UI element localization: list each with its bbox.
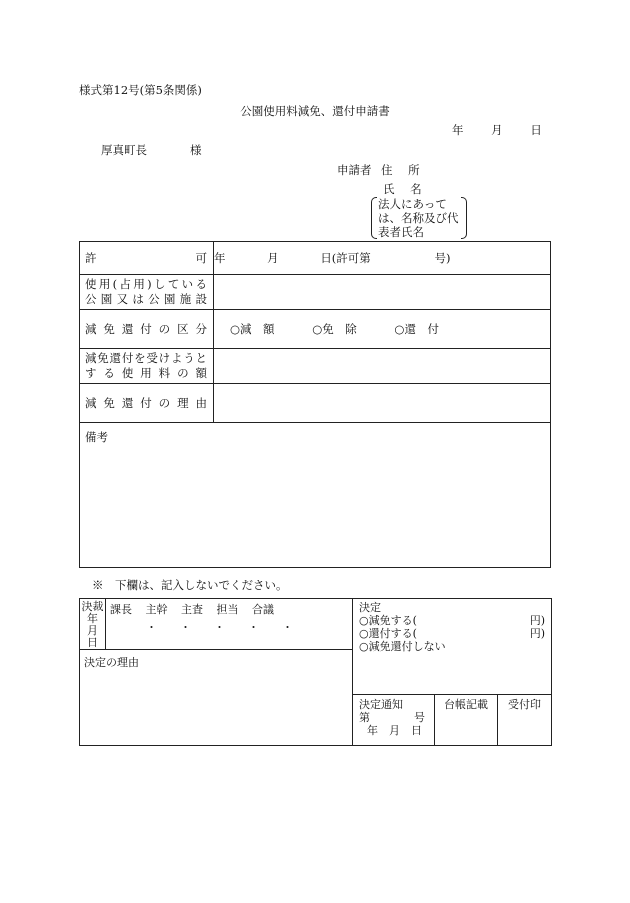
dot: ・ [214,621,225,634]
decision-item-none[interactable]: ○減免還付しない [359,640,446,653]
dot: ・ [282,621,293,634]
permit-label: 許 可 [85,251,207,265]
bracket-left [371,197,377,239]
decision-reason-label: 決定の理由 [84,656,139,669]
addressee [101,142,202,158]
date-year: 年 [452,123,464,137]
facility-row [80,275,551,310]
reason-value-cell[interactable] [214,384,551,423]
category-row [80,310,551,349]
approver-dots [110,619,348,635]
approver-staff: 担当 [216,603,239,616]
permit-year: 年 [214,251,226,265]
permit-month: 月 [267,251,279,265]
approval-row [80,599,552,650]
office-use-notice: ※ 下欄は、記入しないでください。 [92,578,288,592]
reason-row [80,384,551,423]
remarks-label: 備考 [85,430,108,444]
decision-date-cell [80,599,106,650]
corporation-note [372,197,464,239]
decision-cell [353,599,552,695]
decision-date-month: 月 [87,624,98,637]
facility-value-cell[interactable] [214,275,551,310]
option-refund[interactable]: ○還 付 [394,322,439,336]
decision-item-refund[interactable]: ○還付する( 円) [359,627,545,640]
approver-consultation: 合議 [252,603,274,616]
notification-date: 年 月 日 [367,724,422,737]
remarks-cell[interactable] [80,423,551,568]
address-label: 住 所 [381,163,426,177]
amount-label-cell [80,349,214,384]
category-options-cell [214,310,551,349]
decision-reason-cell[interactable] [80,650,353,746]
application-table [79,241,551,568]
amount-value-cell[interactable] [214,349,551,384]
option-exemption[interactable]: ○免 除 [312,322,357,336]
form-id: 様式第12号(第5条関係) [79,83,202,97]
decision-item-reduce[interactable]: ○減免する( 円) [359,614,545,627]
office-use-table [79,598,552,746]
amount-label-2: する使用料の額 [85,366,207,380]
decision-date-label: 決裁 [81,600,104,613]
dot: ・ [180,621,191,634]
name-label: 氏 名 [383,182,428,196]
bracket-right [461,197,467,239]
permit-label-cell [80,242,214,275]
facility-label-1: 使用(占用)している [85,277,207,291]
category-label: 減免還付の区分 [85,322,207,336]
applicant-label: 申請者 [337,163,372,177]
facility-label-cell [80,275,214,310]
approver-supervisor: 主査 [181,603,203,616]
date-day: 日 [530,123,542,137]
date-month: 月 [491,123,503,137]
approver-senior: 主幹 [145,603,168,616]
permit-day: 日(許可第 [320,251,371,265]
notification-label: 決定通知 [359,698,403,711]
receipt-stamp-cell[interactable] [498,695,552,746]
decision-date-year: 年 [87,612,98,625]
approver-section-chief: 課長 [110,603,132,616]
ledger-cell[interactable] [435,695,498,746]
decision-date-day: 日 [87,636,98,649]
option-reduction[interactable]: ○減 額 [230,322,275,336]
addressee-name: 厚真町長 [101,143,147,157]
dot: ・ [146,621,157,634]
addressee-suffix: 様 [190,143,202,157]
receipt-label: 受付印 [508,698,541,711]
decision-title: 決定 [359,601,381,614]
category-label-cell [80,310,214,349]
amount-label-1: 減免還付を受けようと [85,351,207,365]
document-title: 公園使用料減免、還付申請書 [240,104,390,118]
reason-label-cell [80,384,214,423]
corporation-note-text: 法人にあっては、名称及び代表者氏名 [378,197,459,239]
facility-label-2: 公園又は公園施設 [85,292,207,306]
reason-label: 減免還付の理由 [85,396,207,410]
notification-cell[interactable] [353,695,435,746]
permit-value-cell[interactable] [214,242,551,275]
permit-number: 号) [434,251,451,265]
ledger-label: 台帳記載 [444,698,488,711]
remarks-row [80,423,551,568]
approval-stamps-cell [106,599,353,650]
application-date [452,122,542,138]
approver-titles [110,601,348,617]
notification-number: 第 号 [359,711,425,724]
dot: ・ [248,621,259,634]
amount-row [80,349,551,384]
permit-row [80,242,551,275]
